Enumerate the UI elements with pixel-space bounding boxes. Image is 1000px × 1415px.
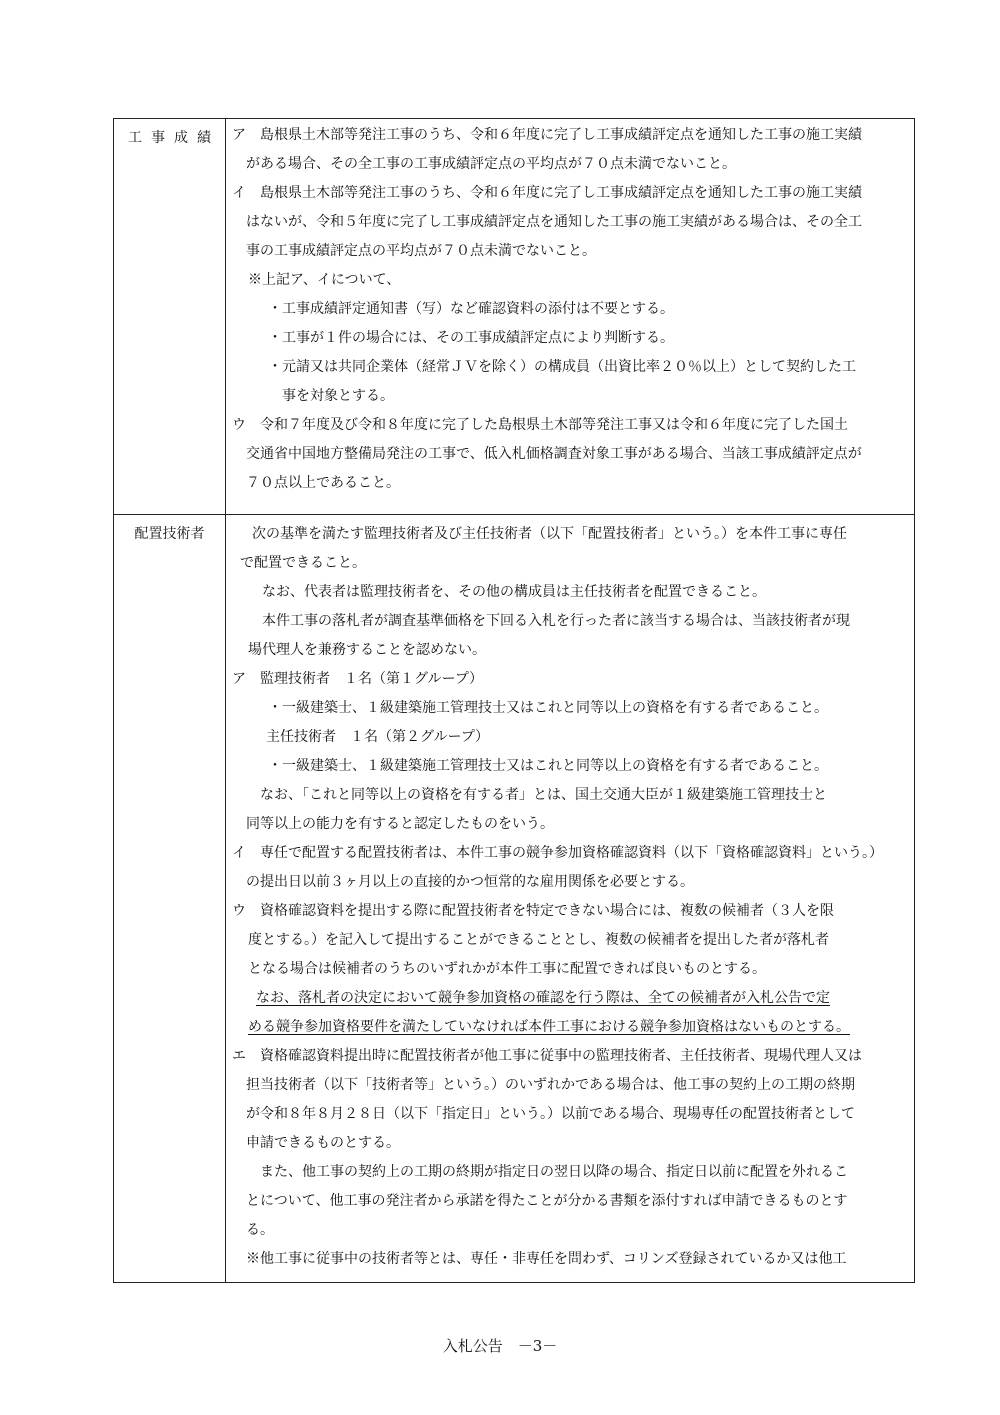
text-line: 担当技術者（以下「技術者等」という。）のいずれかである場合は、他工事の契約上の工期の終期 — [246, 1077, 855, 1093]
construction-record-row — [114, 119, 914, 515]
construction-record-content — [226, 119, 914, 514]
text-line: 同等以上の能力を有すると認定したものをいう。 — [246, 816, 554, 832]
text-line: ※上記ア、イについて、 — [248, 272, 401, 288]
text-line: なお、代表者は監理技術者を、その他の構成員は主任技術者を配置できること。 — [262, 584, 766, 600]
text-line: で配置できること。 — [240, 555, 366, 571]
text-line: ア 監理技術者 １名（第１グループ） — [232, 671, 484, 687]
text-line: エ 資格確認資料提出時に配置技術者が他工事に従事中の監理技術者、主任技術者、現場代理人又は — [232, 1048, 862, 1064]
text-line: ・工事成績評定通知書（写）など確認資料の添付は不要とする。 — [268, 301, 674, 317]
text-line: 主任技術者 １名（第２グループ） — [266, 729, 490, 745]
text-line: ウ 令和７年度及び令和８年度に完了した島根県土木部等発注工事又は令和６年度に完了した国土 — [232, 417, 848, 433]
text-line: 事を対象とする。 — [282, 388, 394, 404]
text-line: ・工事が１件の場合には、その工事成績評定点により判断する。 — [268, 330, 674, 346]
text-line: 場代理人を兼務することを認めない。 — [248, 642, 486, 658]
text-line: また、他工事の契約上の工期の終期が指定日の翌日以降の場合、指定日以前に配置を外れるこ — [260, 1164, 848, 1180]
text-line: が令和８年８月２８日（以下「指定日」という。）以前である場合、現場専任の配置技術者として — [246, 1106, 855, 1122]
text-line: ・一級建築士、１級建築施工管理技士又はこれと同等以上の資格を有する者であること。 — [268, 758, 828, 774]
text-line: なお、「これと同等以上の資格を有する者」とは、国土交通大臣が１級建築施工管理技士と — [260, 787, 827, 803]
underlined-text-line: なお、落札者の決定において競争参加資格の確認を行う際は、全ての候補者が入札公告で定 — [256, 990, 830, 1006]
text-line: の提出日以前３ヶ月以上の直接的かつ恒常的な雇用関係を必要とする。 — [246, 874, 694, 890]
text-line: はないが、令和５年度に完了し工事成績評定点を通知した工事の施工実績がある場合は、その全工 — [246, 214, 862, 230]
text-line: とについて、他工事の発注者から承諾を得たことが分かる書類を添付すれば申請できるものとす — [246, 1193, 848, 1209]
text-line: ア 島根県土木部等発注工事のうち、令和６年度に完了し工事成績評定点を通知した工事の施工実績 — [232, 127, 862, 143]
text-line: がある場合、その全工事の工事成績評定点の平均点が７０点未満でないこと。 — [246, 156, 736, 172]
text-line: 申請できるものとする。 — [246, 1135, 400, 1151]
row-label-construction-record: 工事成績 — [114, 119, 226, 514]
text-line: 度とする。）を記入して提出することができることとし、複数の候補者を提出した者が落札者 — [248, 932, 829, 948]
text-line: 次の基準を満たす監理技術者及び主任技術者（以下「配置技術者」という。）を本件工事に専任 — [252, 526, 847, 542]
text-line: ・元請又は共同企業体（経常ＪＶを除く）の構成員（出資比率２０％以上）として契約した工 — [268, 359, 856, 375]
text-line: ７０点以上であること。 — [246, 475, 400, 491]
text-line: 交通省中国地方整備局発注の工事で、低入札価格調査対象工事がある場合、当該工事成績評定点が — [246, 446, 862, 462]
row-label-assigned-engineer: 配置技術者 — [114, 515, 226, 1282]
text-line: 本件工事の落札者が調査基準価格を下回る入札を行った者に該当する場合は、当該技術者が現 — [262, 613, 850, 629]
text-line: イ 島根県土木部等発注工事のうち、令和６年度に完了し工事成績評定点を通知した工事の施工実績 — [232, 185, 862, 201]
assigned-engineer-row — [114, 515, 914, 1282]
text-line: ・一級建築士、１級建築施工管理技士又はこれと同等以上の資格を有する者であること。 — [268, 700, 828, 716]
underlined-text-line: める競争参加資格要件を満たしていなければ本件工事における競争参加資格はないものとする。 — [248, 1019, 850, 1035]
page-footer: 入札公告 －3－ — [442, 1337, 558, 1355]
text-line: となる場合は候補者のうちのいずれかが本件工事に配置できれば良いものとする。 — [248, 961, 766, 977]
text-line: る。 — [246, 1222, 274, 1238]
assigned-engineer-content — [226, 515, 914, 1282]
text-line: ※他工事に従事中の技術者等とは、専任・非専任を問わず、コリンズ登録されているか又は他工 — [246, 1251, 847, 1267]
text-line: 事の工事成績評定点の平均点が７０点未満でないこと。 — [246, 243, 596, 259]
text-line: ウ 資格確認資料を提出する際に配置技術者を特定できない場合には、複数の候補者（３人を限 — [232, 903, 834, 919]
text-line: イ 専任で配置する配置技術者は、本件工事の競争参加資格確認資料（以下「資格確認資料」という。） — [232, 845, 883, 861]
requirements-table — [113, 118, 915, 1283]
